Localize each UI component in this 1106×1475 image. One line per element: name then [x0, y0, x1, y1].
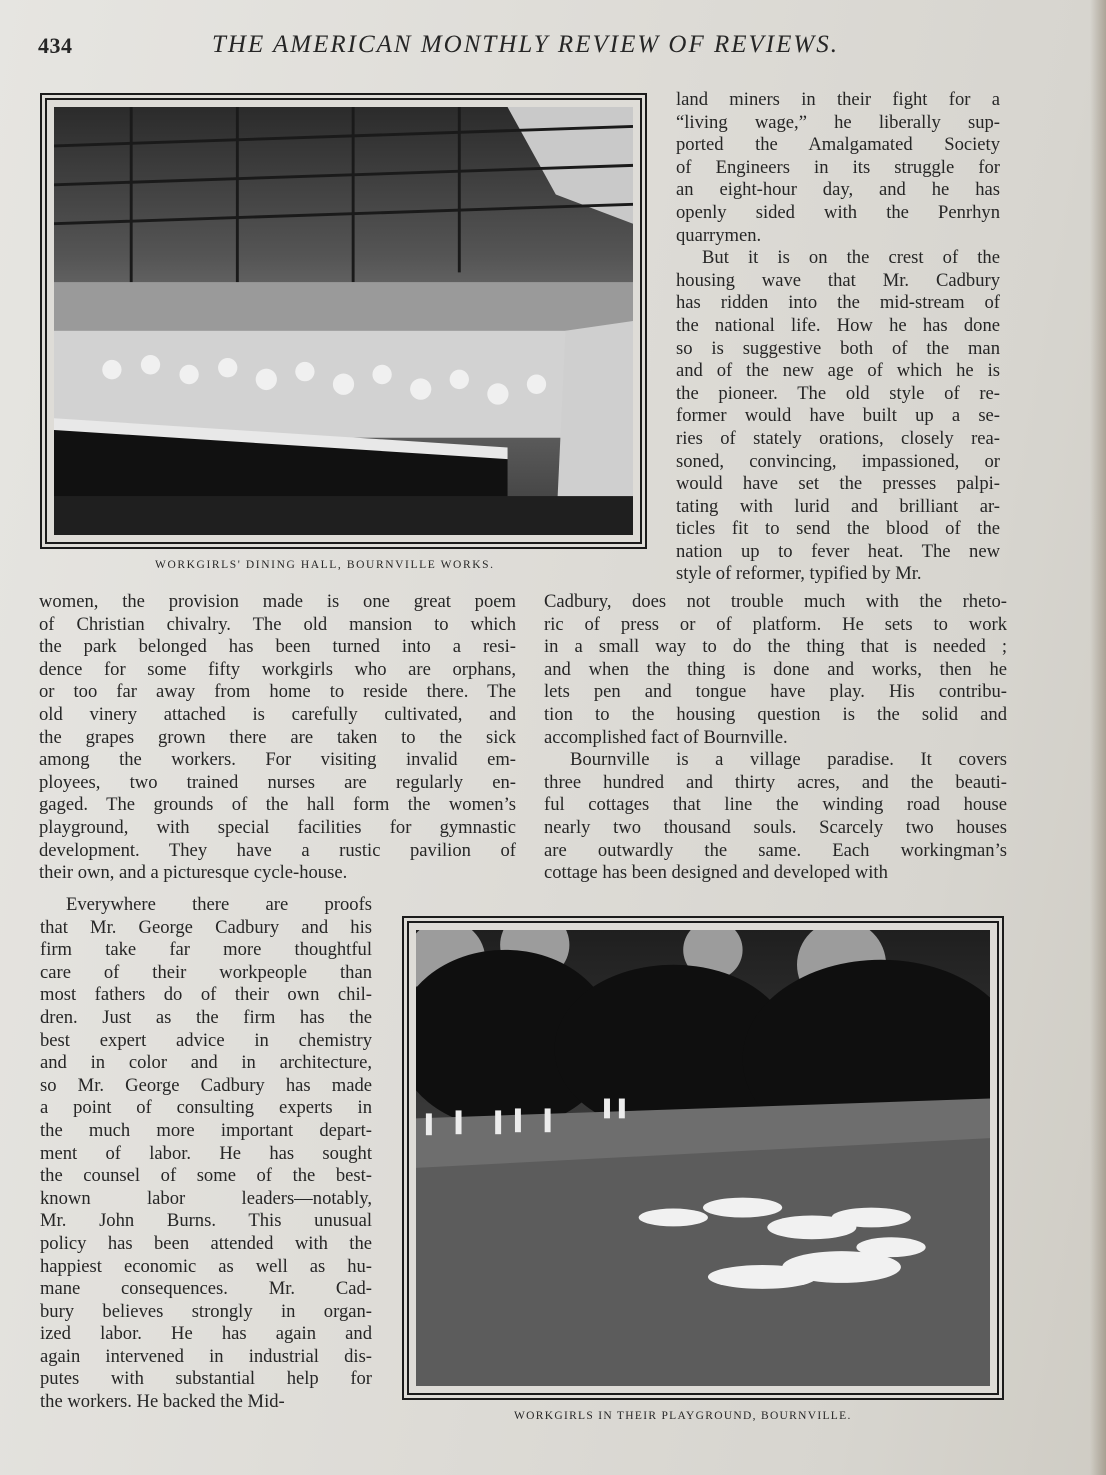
text-line: so Mr. George Cadbury has made — [40, 1074, 372, 1096]
text-line: and when the thing is done and works, then he — [544, 658, 1007, 680]
text-line: old vinery attached is carefully cultivated, and — [39, 703, 516, 725]
text-line: dence for some fifty workgirls who are orphans, — [39, 658, 516, 680]
text-line: the grapes grown there are taken to the sick — [39, 726, 516, 748]
text-line: ric of press or of platform. He sets to work — [544, 613, 1007, 635]
text-line: Everywhere there are proofs — [66, 894, 372, 915]
text-line: “living wage,” he liberally sup- — [676, 111, 1000, 133]
text-line: the workers. He backed the Mid- — [40, 1391, 285, 1413]
dining-hall-photo-frame — [40, 93, 647, 549]
text-line: But it is on the crest of the — [702, 247, 1000, 269]
text-line: soned, convincing, impassioned, or — [676, 450, 1000, 472]
text-line: of Engineers in its struggle for — [676, 156, 1000, 178]
right-top-column — [676, 89, 1000, 586]
running-head: THE AMERICAN MONTHLY REVIEW OF REVIEWS. — [212, 31, 839, 58]
playground-photo-frame — [402, 916, 1004, 1400]
text-line: lets pen and tongue have play. His contribu- — [544, 681, 1007, 703]
text-line: a point of consulting experts in — [40, 1097, 372, 1119]
text-line: the national life. How he has done — [676, 314, 1000, 336]
text-line: ful cottages that line the winding road house — [544, 794, 1007, 816]
text-line: among the workers. For visiting invalid em- — [39, 749, 516, 771]
text-line: ticles fit to send the blood of the — [676, 518, 1000, 540]
text-line: their own, and a picturesque cycle-house. — [39, 862, 348, 884]
text-line: the much more important depart- — [40, 1119, 372, 1141]
text-line: bury believes strongly in organ- — [40, 1300, 372, 1322]
text-line: quarrymen. — [676, 224, 762, 246]
text-line: gaged. The grounds of the hall form the women’s — [39, 794, 516, 816]
text-line: playground, with special facilities for gymnastic — [39, 816, 516, 838]
text-line: the pioneer. The old style of re- — [676, 382, 1000, 404]
text-line: has ridden into the mid-stream of — [676, 292, 1000, 314]
text-line: mane consequences. Mr. Cad- — [40, 1278, 372, 1300]
text-line: ment of labor. He has sought — [40, 1142, 372, 1164]
text-line: firm take far more thoughtful — [40, 939, 372, 961]
dining-hall-caption: WORKGIRLS' DINING HALL, BOURNVILLE WORKS. — [155, 559, 495, 571]
text-line: known labor leaders—notably, — [40, 1187, 372, 1209]
text-line: that Mr. George Cadbury and his — [40, 916, 372, 938]
text-line: nation up to fever heat. The new — [676, 540, 1000, 562]
text-line: development. They have a rustic pavilion of — [39, 839, 516, 861]
text-line: ported the Amalgamated Society — [676, 134, 1000, 156]
page-edge-shadow — [1090, 0, 1106, 1475]
text-line: ized labor. He has again and — [40, 1323, 372, 1345]
text-line: housing wave that Mr. Cadbury — [676, 269, 1000, 291]
dining-hall-photo — [54, 107, 633, 535]
right-middle-column — [544, 591, 1007, 885]
text-line: ployees, two trained nurses are regularly en- — [39, 771, 516, 793]
text-line: nearly two thousand souls. Scarcely two houses — [544, 816, 1007, 838]
text-line: care of their workpeople than — [40, 961, 372, 983]
text-line: women, the provision made is one great poem — [39, 591, 516, 612]
text-line: cottage has been designed and developed with — [544, 862, 888, 884]
text-line: accomplished fact of Bournville. — [544, 726, 788, 748]
text-line: openly sided with the Penrhyn — [676, 201, 1000, 223]
playground-photo — [416, 930, 990, 1386]
text-line: Mr. John Burns. This unusual — [40, 1210, 372, 1232]
text-line: policy has been attended with the — [40, 1232, 372, 1254]
text-line: of Christian chivalry. The old mansion to which — [39, 613, 516, 635]
text-line: dren. Just as the firm has the — [40, 1006, 372, 1028]
text-line: and in color and in architecture, — [40, 1052, 372, 1074]
text-line: Bournville is a village paradise. It covers — [570, 749, 1007, 771]
text-line: putes with substantial help for — [40, 1368, 372, 1390]
text-line: three hundred and thirty acres, and the beauti- — [544, 771, 1007, 793]
text-line: tating with lurid and brilliant ar- — [676, 495, 1000, 517]
playground-caption: WORKGIRLS IN THEIR PLAYGROUND, BOURNVILLE. — [514, 1410, 852, 1422]
text-line: former would have built up a se- — [676, 405, 1000, 427]
text-line: so is suggestive both of the man — [676, 337, 1000, 359]
text-line: the counsel of some of the best- — [40, 1165, 372, 1187]
text-line: land miners in their fight for a — [676, 89, 1000, 110]
text-line: ries of stately orations, closely rea- — [676, 427, 1000, 449]
text-line: style of reformer, typified by Mr. — [676, 563, 922, 585]
text-line: or too far away from home to reside there. The — [39, 681, 516, 703]
text-line: again intervened in industrial dis- — [40, 1345, 372, 1367]
text-line: in a small way to do the thing that is needed ; — [544, 636, 1007, 658]
text-line: would have set the presses palpi- — [676, 473, 1000, 495]
text-line: and of the new age of which he is — [676, 360, 1000, 382]
text-line: tion to the housing question is the solid and — [544, 703, 1007, 725]
left-middle-column — [39, 591, 516, 885]
text-line: Cadbury, does not trouble much with the rheto- — [544, 591, 1007, 612]
page-number: 434 — [38, 33, 73, 58]
text-line: are outwardly the same. Each workingman’s — [544, 839, 1007, 861]
left-bottom-column — [40, 894, 372, 1414]
text-line: happiest economic as well as hu- — [40, 1255, 372, 1277]
text-line: best expert advice in chemistry — [40, 1029, 372, 1051]
text-line: an eight-hour day, and he has — [676, 179, 1000, 201]
text-line: most fathers do of their own chil- — [40, 984, 372, 1006]
text-line: the park belonged has been turned into a resi- — [39, 636, 516, 658]
